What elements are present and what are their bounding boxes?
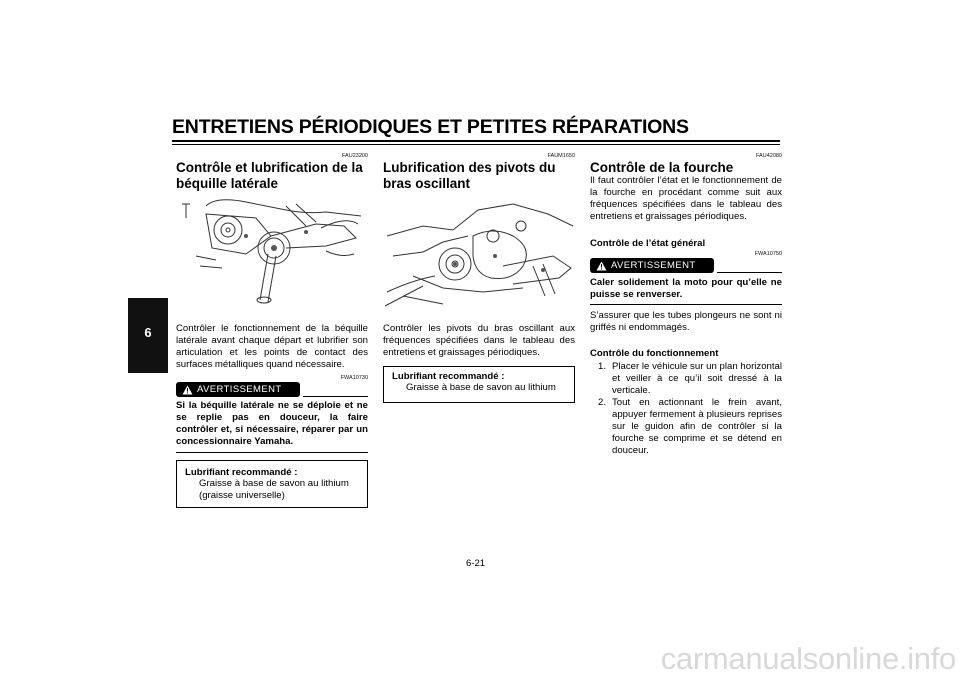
lubricant-box [176, 460, 368, 508]
subheading: Contrôle du fonctionnement [590, 348, 719, 359]
lubricant-value: Graisse à base de savon au lithium [406, 382, 556, 393]
swingarm-illustration [383, 196, 575, 314]
page-number: 6-21 [466, 558, 486, 569]
warning-end-rule [176, 452, 368, 453]
body-text: Contrôler les pivots du bras oscillant aux fréquences spécifiées dans le tableau des entretiens et graissages périodiques. [383, 323, 575, 358]
step-number: 2. [598, 397, 607, 408]
warning-text: Si la béquille latérale ne se déploie et ne se replie pas en douceur, la faire contrôler et, si nécessaire, réparer par un concessionnaire Yamaha. [176, 400, 368, 447]
body-text: Il faut contrôler l’état et le fonctionnement de la fourche en procédant comme suit aux fréquences spécifiées dans le tableau des entretiens et graissages périodiques. [590, 175, 782, 222]
warning-rule [303, 396, 368, 397]
subheading: Contrôle de l’état général [590, 238, 706, 249]
warning-code: FWA10750 [754, 251, 782, 257]
warning-rule [717, 272, 782, 273]
lubricant-label: Lubrifiant recommandé : [185, 467, 298, 478]
body-text: S’assurer que les tubes plongeurs ne sont ni griffés ni endommagés. [590, 310, 782, 333]
warning-label: AVERTISSEMENT [611, 260, 696, 271]
body-text: Contrôler le fonctionnement de la béquille latérale avant chaque départ et lubrifier son articulation et les points de contact des surfaces métalliques quand nécessaire. [176, 323, 368, 370]
section-heading: Contrôle de la fourche [590, 160, 734, 175]
list-item [590, 361, 782, 397]
warning-badge [590, 258, 714, 273]
section-heading: Contrôle et lubrification de la béquille latérale [176, 160, 363, 191]
warning-triangle-icon [182, 385, 193, 395]
lubricant-label: Lubrifiant recommandé : [392, 371, 505, 382]
warning-code: FWA10730 [340, 375, 368, 381]
step-text: Placer le véhicule sur un plan horizontal et veiller à ce qu’il soit dressé à la verticale. [612, 361, 782, 396]
chapter-number: 6 [144, 325, 152, 340]
section-code: FAUM1650 [547, 153, 575, 159]
warning-end-rule [590, 304, 782, 305]
header-rule-thin [172, 144, 780, 145]
warning-text: Caler solidement la moto pour qu’elle ne puisse se renverser. [590, 277, 782, 300]
step-number: 1. [598, 361, 607, 372]
watermark: carmanualsonline.info [660, 641, 956, 676]
warning-triangle-icon [596, 261, 607, 271]
step-text: Tout en actionnant le frein avant, appuyer fermement à plusieurs reprises sur le guidon afin de contrôler si la fourche se comprime et se détend en douceur. [612, 397, 782, 456]
procedure-steps [590, 361, 782, 457]
section-heading: Lubrification des pivots du bras oscillant [383, 160, 556, 191]
warning-label: AVERTISSEMENT [197, 384, 282, 395]
list-item [590, 397, 782, 457]
lubricant-value: Graisse à base de savon au lithium (graisse universelle) [199, 478, 349, 501]
lubricant-box [383, 366, 575, 403]
page-title: ENTRETIENS PÉRIODIQUES ET PETITES RÉPARATIONS [172, 116, 689, 138]
section-code: FAU23200 [342, 153, 368, 159]
warning-badge [176, 382, 300, 397]
header-rule [172, 140, 780, 142]
section-code: FAU42080 [756, 153, 782, 159]
sidestand-illustration [176, 196, 368, 306]
